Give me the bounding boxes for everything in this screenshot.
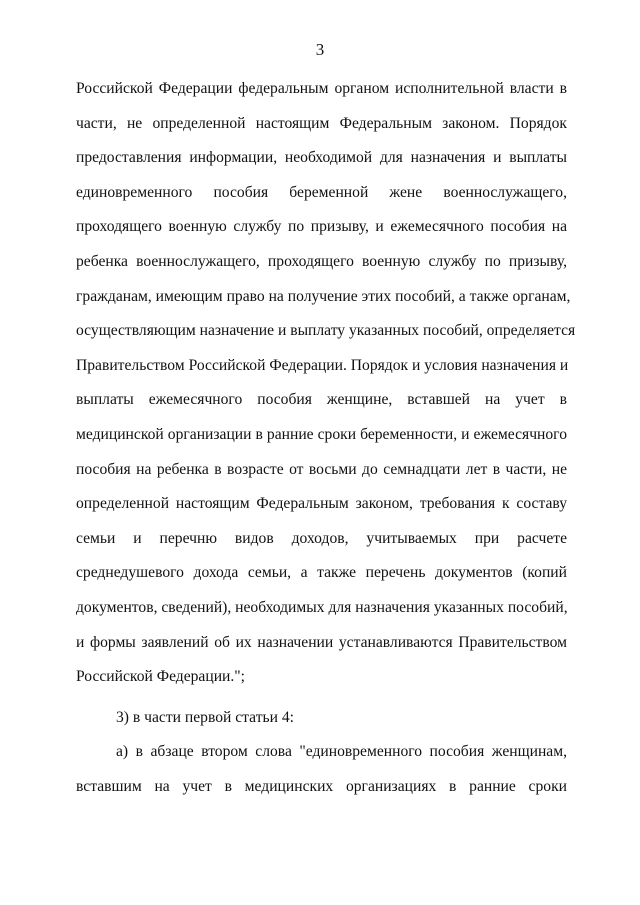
text-line: и формы заявлений об их назначении устанавливаются Правительством [76,633,567,651]
text-line: медицинской организации в ранние сроки беременности, и ежемесячного [76,425,567,443]
text-line: документов, сведений), необходимых для назначения указанных пособий, [76,598,568,616]
text-line: части, не определенной настоящим Федеральным законом. Порядок [76,114,567,132]
text-line: определенной настоящим Федеральным законом, требования к составу [76,495,567,513]
text-line: 3) в части первой статьи 4: [116,708,294,726]
text-line: семьи и перечню видов доходов, учитываемых при расчете [76,529,567,547]
text-line: осуществляющим назначение и выплату указанных пособий, определяется [76,322,576,340]
text-line: единовременного пособия беременной жене военнослужащего, [76,183,567,201]
text-line: вставшим на учет в медицинских организациях в ранние сроки [76,777,567,795]
text-line: предоставления информации, необходимой для назначения и выплаты [76,149,567,167]
text-line: проходящего военную службу по призыву, и ежемесячного пособия на [76,218,567,236]
paragraph-item-3 [76,706,567,741]
text-line: ребенка военнослужащего, проходящего военную службу по призыву, [76,252,567,270]
paragraph-item-a [76,740,567,809]
text-line: Правительством Российской Федерации. Порядок и условия назначения и [76,356,569,374]
text-line: выплаты ежемесячного пособия женщине, вставшей на учет в [76,391,567,409]
text-line: а) в абзаце втором слова "единовременного пособия женщинам, [116,743,567,761]
document-body [76,77,576,809]
text-line: гражданам, имеющим право на получение этих пособий, а также органам, [76,287,571,305]
page-number: 3 [315,40,325,59]
text-line: среднедушевого дохода семьи, а также перечень документов (копий [76,564,567,582]
paragraph-main [76,77,576,700]
text-line: Российской Федерации федеральным органом исполнительной власти в [76,80,567,97]
text-line: пособия на ребенка в возрасте от восьми до семнадцати лет в части, не [76,460,567,478]
text-line: Российской Федерации."; [76,668,245,686]
